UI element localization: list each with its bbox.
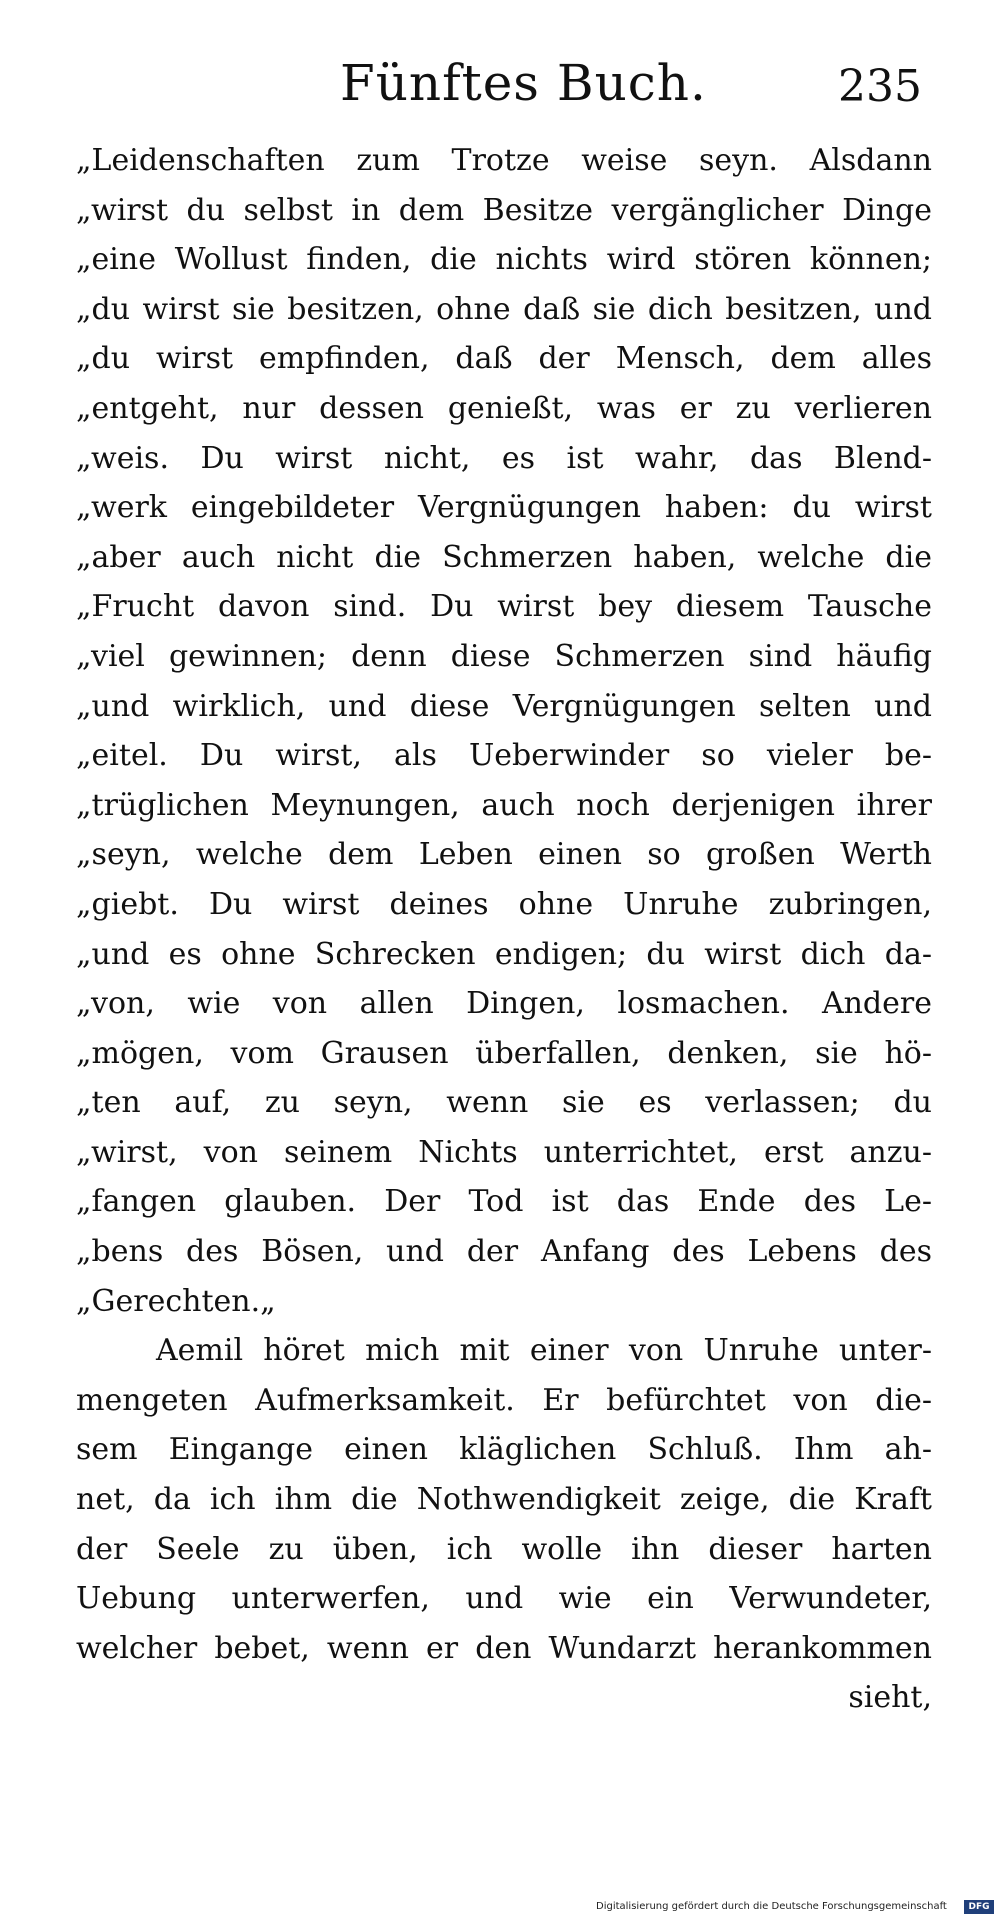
text-line: „von, wie von allen Dingen, losmachen. Andere — [76, 986, 932, 1022]
text-line: „ten auf, zu seyn, wenn sie es verlassen; du — [76, 1085, 932, 1121]
text-line: „trüglichen Meynungen, auch noch derjenigen ihrer — [76, 787, 932, 823]
running-title: Fünftes Buch. — [340, 54, 707, 112]
page-header — [0, 48, 1000, 128]
text-line: „eitel. Du wirst, als Ueberwinder so vieler be- — [76, 738, 932, 774]
text-line: „und es ohne Schrecken endigen; du wirst dich da- — [76, 936, 932, 972]
text-line: „viel gewinnen; denn diese Schmerzen sind häufig — [76, 638, 932, 674]
text-line: „du wirst sie besitzen, ohne daß sie dich besitzen, und — [76, 291, 932, 327]
text-line: „eine Wollust finden, die nichts wird stören können; — [76, 242, 932, 278]
text-line: „Frucht davon sind. Du wirst bey diesem Tausche — [76, 589, 932, 625]
text-line: „du wirst empfinden, daß der Mensch, dem alles — [76, 341, 932, 377]
text-line: „entgeht, nur dessen genießt, was er zu verlieren — [76, 390, 932, 426]
text-line: welcher bebet, wenn er den Wundarzt herankommen — [76, 1630, 932, 1666]
text-line: net, da ich ihm die Nothwendigkeit zeige, die Kraft — [76, 1482, 932, 1518]
paragraph-narrative — [76, 1326, 932, 1723]
dfg-logo-icon: DFG — [964, 1900, 994, 1914]
text-line: „fangen glauben. Der Tod ist das Ende des Le- — [76, 1184, 932, 1220]
text-line: „aber auch nicht die Schmerzen haben, welche die — [76, 539, 932, 575]
text-line: Uebung unterwerfen, und wie ein Verwundeter, — [76, 1581, 932, 1617]
page-number: 235 — [838, 61, 922, 112]
text-line: „Gerechten.„ — [76, 1283, 276, 1319]
text-line: „seyn, welche dem Leben einen so großen Werth — [76, 837, 932, 873]
text-line: „wirst du selbst in dem Besitze vergänglicher Dinge — [76, 192, 932, 228]
text-line: Aemil höret mich mit einer von Unruhe unter- — [156, 1333, 932, 1369]
text-line: „werk eingebildeter Vergnügungen haben: du wirst — [76, 490, 932, 526]
text-line: der Seele zu üben, ich wolle ihn dieser harten — [76, 1531, 932, 1567]
text-line: sem Eingange einen kläglichen Schluß. Ihm ah- — [76, 1432, 932, 1468]
text-line: „und wirklich, und diese Vergnügungen selten und — [76, 688, 932, 724]
paragraph-quotation — [76, 136, 932, 1326]
digitization-footer — [596, 1898, 994, 1918]
catchword: sieht, — [848, 1680, 932, 1716]
text-line: „Leidenschaften zum Trotze weise seyn. Alsdann — [76, 143, 932, 178]
text-line: „weis. Du wirst nicht, es ist wahr, das Blend- — [76, 440, 932, 476]
text-line: „mögen, vom Grausen überfallen, denken, sie hö- — [76, 1035, 932, 1071]
body-text — [76, 136, 932, 1723]
text-line: „bens des Bösen, und der Anfang des Lebens des — [76, 1234, 932, 1270]
digitization-credit: Digitalisierung gefördert durch die Deutsche Forschungsgemeinschaft — [596, 1901, 947, 1912]
text-line: „giebt. Du wirst deines ohne Unruhe zubringen, — [76, 886, 932, 922]
text-line: „wirst, von seinem Nichts unterrichtet, erst anzu- — [76, 1134, 932, 1170]
text-line: mengeten Aufmerksamkeit. Er befürchtet von die- — [76, 1382, 932, 1418]
